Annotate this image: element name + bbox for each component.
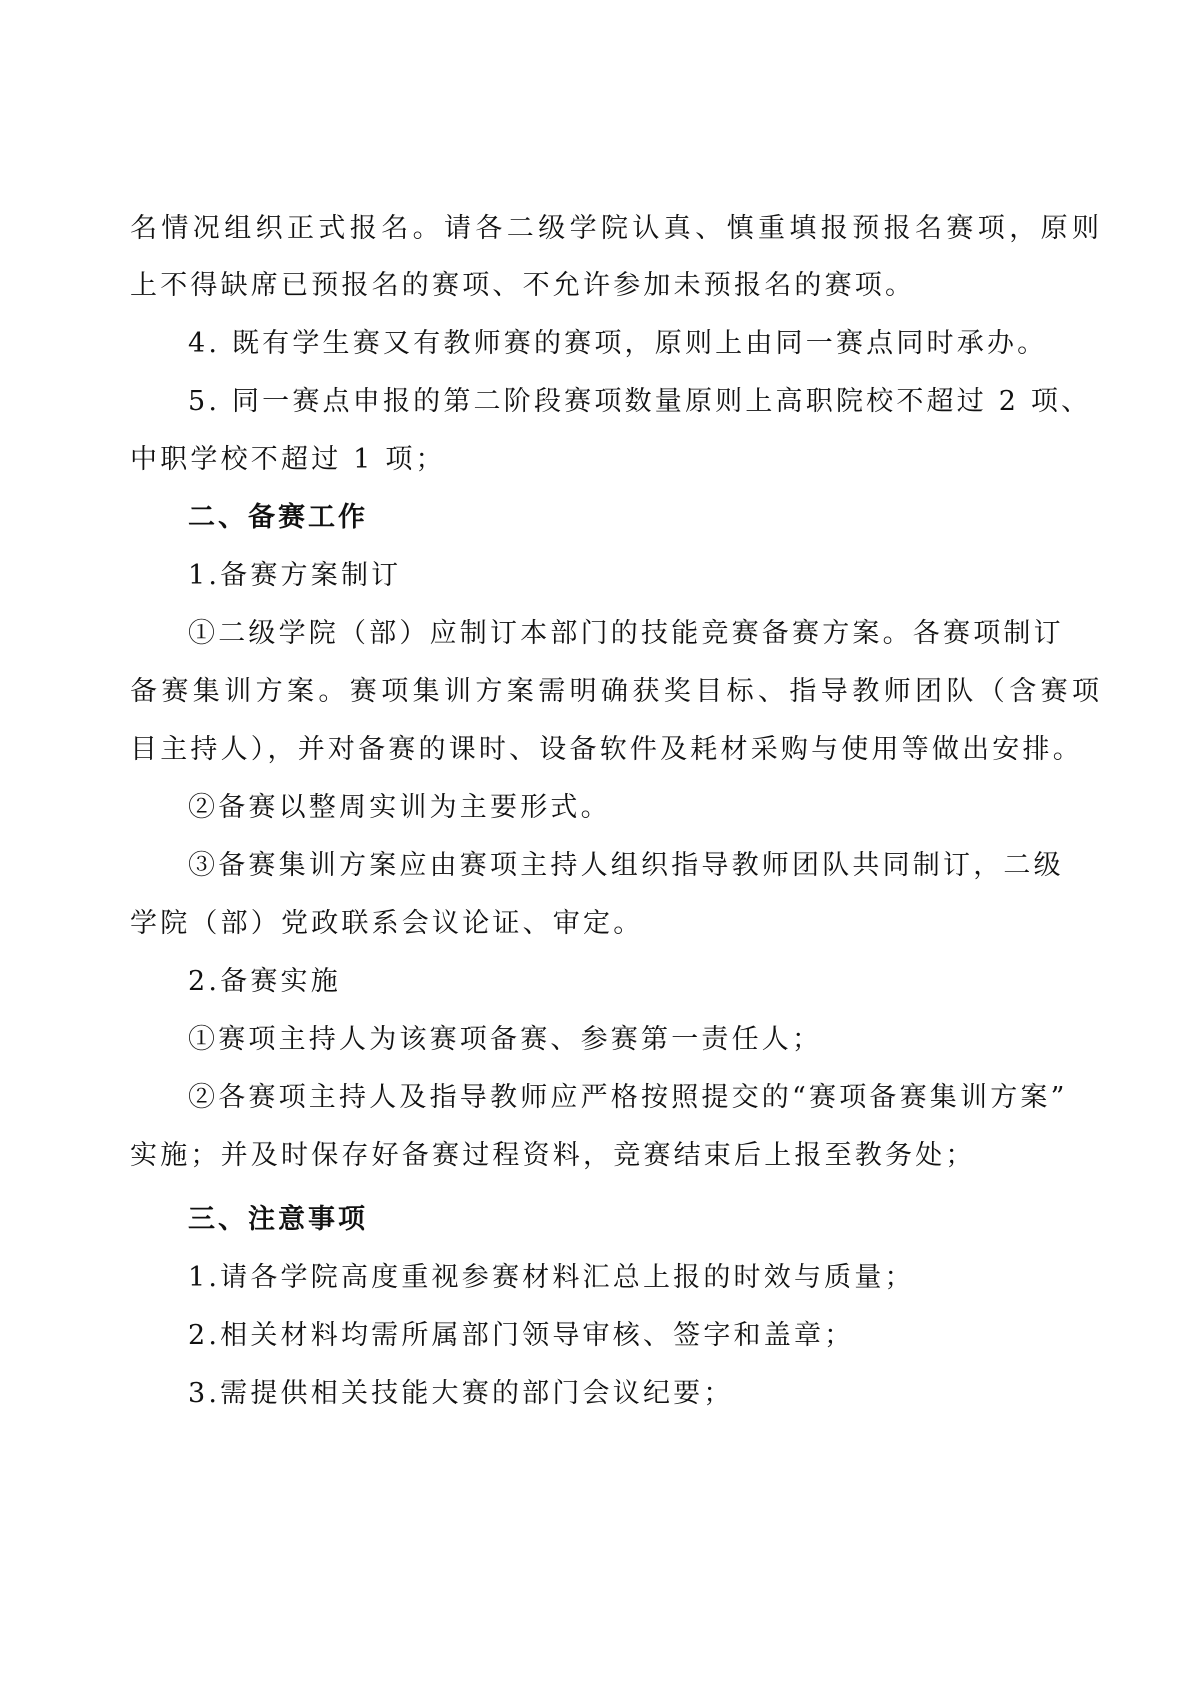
list-item-4: 4. 既有学生赛又有教师赛的赛项，原则上由同一赛点同时承办。 [188,328,1048,359]
section-heading-3: 三、注意事项 [188,1204,368,1235]
subsection-heading: 1.备赛方案制订 [188,560,402,591]
paragraph-line: ②各赛项主持人及指导教师应严格按照提交的“赛项备赛集训方案” [188,1082,1068,1113]
paragraph-line: ②备赛以整周实训为主要形式。 [188,792,611,823]
list-item-5: 5. 同一赛点申报的第二阶段赛项数量原则上高职院校不超过 2 项、 [188,386,1092,417]
paragraph-line: 备赛集训方案。赛项集训方案需明确获奖目标、指导教师团队（含赛项 [130,676,1104,707]
paragraph-line: 中职学校不超过 1 项； [130,444,446,475]
list-item: 3.需提供相关技能大赛的部门会议纪要； [188,1378,734,1409]
paragraph-line: 名情况组织正式报名。请各二级学院认真、慎重填报预报名赛项，原则 [130,213,1104,244]
paragraph-line: 目主持人），并对备赛的课时、设备软件及耗材采购与使用等做出安排。 [130,734,1083,765]
paragraph-line: 学院（部）党政联系会议论证、审定。 [130,908,644,939]
paragraph-line: ①赛项主持人为该赛项备赛、参赛第一责任人； [188,1024,823,1055]
paragraph-line: 上不得缺席已预报名的赛项、不允许参加未预报名的赛项。 [130,270,916,301]
list-item: 2.相关材料均需所属部门领导审核、签字和盖章； [188,1320,855,1351]
subsection-heading: 2.备赛实施 [188,966,341,997]
paragraph-line: 实施；并及时保存好备赛过程资料，竞赛结束后上报至教务处； [130,1140,976,1171]
list-item: 1.请各学院高度重视参赛材料汇总上报的时效与质量； [188,1262,915,1293]
section-heading-2: 二、备赛工作 [188,502,368,533]
paragraph-line: ③备赛集训方案应由赛项主持人组织指导教师团队共同制订，二级 [188,850,1064,881]
paragraph-line: ①二级学院（部）应制订本部门的技能竞赛备赛方案。各赛项制订 [188,618,1064,649]
